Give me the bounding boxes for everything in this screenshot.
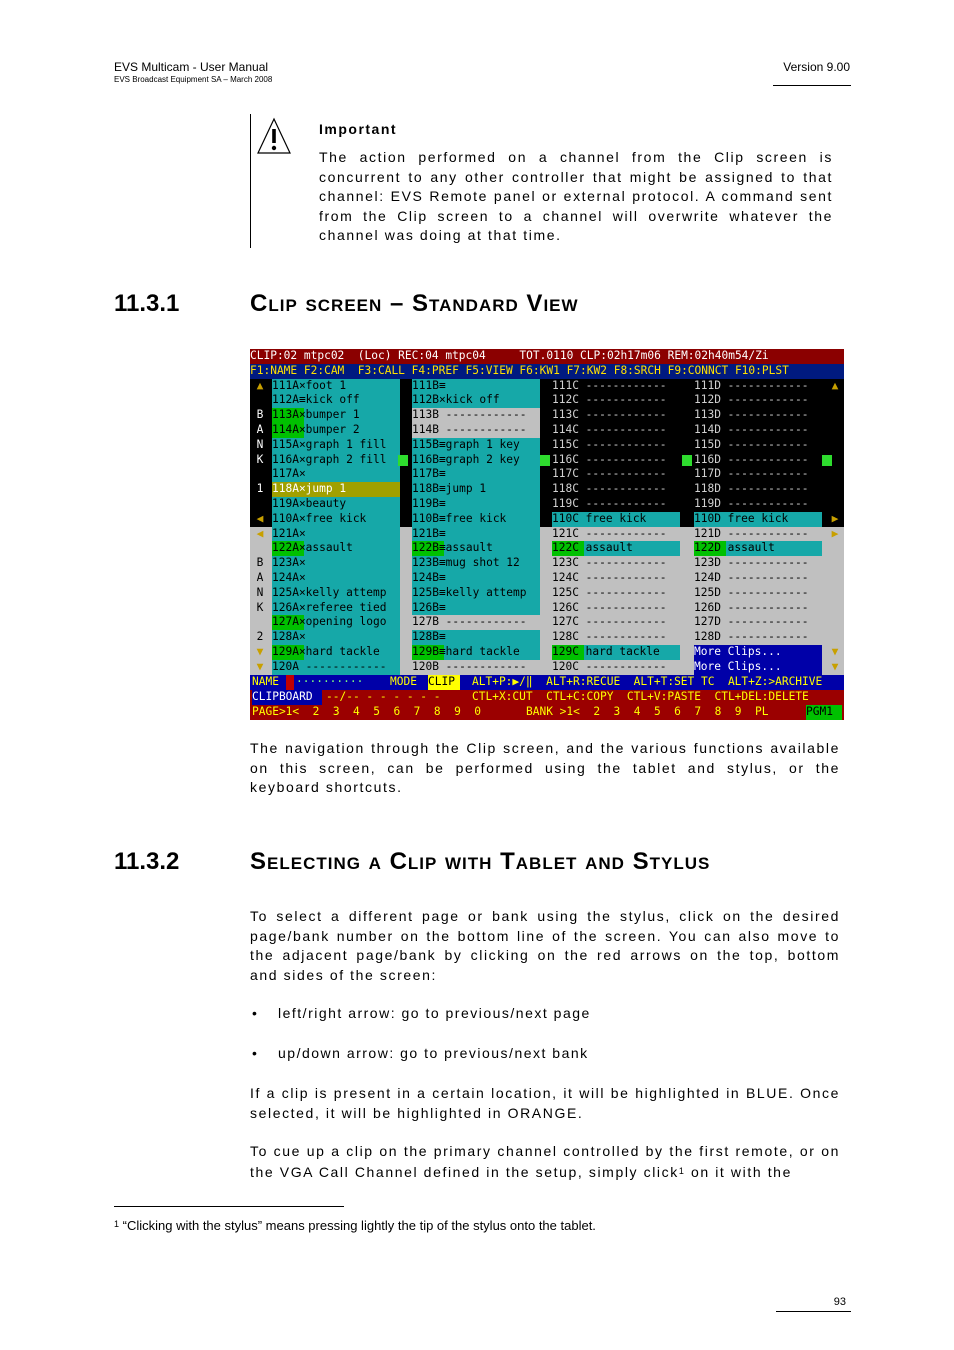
left-side-marker[interactable]: B [256, 556, 264, 570]
clip-cell[interactable]: 126D ------------ [694, 601, 822, 616]
section-title: Clip screen – Standard View [250, 290, 579, 317]
left-side-marker [250, 467, 270, 482]
left-side-marker [250, 615, 270, 630]
page-number-rule [776, 1311, 851, 1312]
document-title: EVS Multicam - User Manual [114, 60, 269, 74]
footnote-text: “Clicking with the stylus” means pressing lightly the tip of the stylus onto the tablet. [122, 1218, 596, 1233]
clip-cell[interactable]: 125D ------------ [694, 586, 822, 601]
clip-cell[interactable]: 113C ------------ [552, 408, 680, 423]
paragraph-highlight: If a clip is present in a certain location, it will be highlighted in BLUE. Once selected, it will be highlighted in ORANGE. [250, 1085, 840, 1121]
right-side-marker [826, 423, 844, 438]
clip-cell[interactable]: 116B≡graph 2 key [412, 453, 540, 468]
paragraph-cue-clip [250, 1142, 840, 1182]
clip-grid-row [250, 497, 844, 512]
footnote-mark: 1 [114, 1219, 120, 1229]
clip-cell[interactable]: 124B≡ [412, 571, 540, 586]
clip-cell[interactable]: 128A× [272, 630, 400, 645]
clipboard-bar [250, 690, 844, 705]
right-side-marker [826, 586, 844, 601]
left-side-marker[interactable]: ◀ [256, 511, 264, 525]
left-side-marker[interactable]: N [256, 585, 264, 599]
clip-cell[interactable]: 118D ------------ [694, 482, 822, 497]
section-number: 11.3.2 [114, 848, 180, 875]
left-side-marker[interactable]: ▼ [256, 659, 264, 673]
clip-cell[interactable]: 122B≡assault [412, 541, 540, 556]
left-side-marker[interactable]: K [256, 452, 264, 466]
clip-cell[interactable]: 113D ------------ [694, 408, 822, 423]
clip-cell[interactable]: 120B ------------ [412, 660, 540, 675]
right-side-marker [826, 615, 844, 630]
clip-cell[interactable]: 123C ------------ [552, 556, 680, 571]
clip-cell[interactable]: 114B ------------ [412, 423, 540, 438]
clip-grid-row [250, 453, 844, 468]
clip-cell[interactable]: 118B≡jump 1 [412, 482, 540, 497]
clip-cell[interactable]: 127A×opening logo [272, 615, 400, 630]
footnote [114, 1218, 596, 1233]
clip-cell[interactable]: 126C ------------ [552, 601, 680, 616]
name-field[interactable]: ·········· [296, 675, 364, 689]
clip-grid-row [250, 408, 844, 423]
clip-cell[interactable]: 126B≡ [412, 601, 540, 616]
name-cursor [286, 675, 294, 690]
left-side-marker [250, 393, 270, 408]
bullet-item: left/right arrow: go to previous/next page [278, 1005, 591, 1021]
clip-cell[interactable]: 114D ------------ [694, 423, 822, 438]
clip-cell[interactable]: 117B≡ [412, 467, 540, 482]
right-side-marker [826, 482, 844, 497]
pgm-button[interactable]: PGM1 [806, 705, 842, 720]
clip-cell[interactable]: 117A× [272, 467, 400, 482]
clip-cell[interactable]: 121B≡ [412, 527, 540, 542]
left-side-marker [250, 497, 270, 512]
clip-cell[interactable]: 123A× [272, 556, 400, 571]
clip-cell[interactable]: 122C assault [552, 541, 680, 556]
clip-cell[interactable]: 128B≡ [412, 630, 540, 645]
clip-cell[interactable]: 116C ------------ [552, 453, 680, 468]
right-side-marker[interactable]: ▲ [831, 378, 839, 392]
clip-cell[interactable]: 116A×graph 2 fill [272, 453, 400, 468]
clip-cell[interactable]: 117D ------------ [694, 467, 822, 482]
name-label: NAME [252, 675, 279, 689]
clip-cell[interactable]: 124C ------------ [552, 571, 680, 586]
channel-marker [682, 455, 692, 466]
left-side-marker[interactable]: A [256, 571, 264, 584]
clip-grid-row [250, 571, 844, 586]
clip-cell[interactable]: 111C ------------ [552, 379, 680, 394]
page-number: 93 [833, 1296, 846, 1308]
clip-cell[interactable]: 117C ------------ [552, 467, 680, 482]
left-side-marker[interactable]: K [256, 600, 264, 614]
clip-cell[interactable]: 127B ------------ [412, 615, 540, 630]
clip-cell[interactable]: 115B≡graph 1 key [412, 438, 540, 453]
clip-grid-row [250, 645, 844, 660]
clip-cell[interactable]: 120C ------------ [552, 660, 680, 675]
shortcut-keys-2: CTL+X:CUT CTL+C:COPY CTL+V:PASTE CTL+DEL:DELETE [472, 690, 809, 704]
clipboard-label: CLIPBOARD [252, 690, 322, 705]
right-side-marker [826, 453, 844, 468]
clip-grid-row [250, 379, 844, 394]
clip-grid-row [250, 660, 844, 675]
clip-cell[interactable]: 126A×referee tied [272, 601, 400, 616]
important-text: The action performed on a channel from the Clip screen is concurrent to any other controller that might be assigned to that channel: EVS Remote panel or external protocol. A command sent from the Clip screen to a channel will overwrite whatever the channel was doing at that time. [319, 149, 833, 243]
function-key-bar: F1:NAME F2:CAM F3:CALL F4:PREF F5:VIEW F6:KW1 F7:KW2 F8:SRCH F9:CONNCT F10:PLST [250, 364, 844, 379]
right-side-marker[interactable]: ▼ [831, 659, 839, 673]
paragraph-cue-text-end: on it with the [685, 1163, 792, 1180]
clip-cell[interactable]: 124A× [272, 571, 400, 586]
clip-grid-row [250, 512, 844, 527]
paragraph-cue-text: To cue up a clip on the primary channel controlled by the first remote, or on the VGA Call Channel defined in the setup, simply click [250, 1143, 840, 1180]
left-side-marker[interactable]: ▼ [256, 645, 264, 658]
clip-cell[interactable]: 111A×foot 1 [272, 379, 400, 394]
clip-cell[interactable]: 113B ------------ [412, 408, 540, 423]
left-side-marker[interactable]: B [256, 408, 264, 422]
clip-cell[interactable]: 110D free kick [694, 512, 822, 527]
clip-grid-row [250, 467, 844, 482]
channel-marker [398, 455, 408, 466]
clip-cell[interactable]: 115A×graph 1 fill [272, 438, 400, 453]
clip-grid-row [250, 586, 844, 601]
channel-marker [540, 455, 550, 466]
left-side-marker [250, 541, 270, 556]
document-version: Version 9.00 [783, 60, 850, 74]
right-side-marker [826, 393, 844, 408]
clip-cell[interactable]: 121D ------------ [694, 527, 822, 542]
clipboard-value: --/-- - - - - - - [326, 690, 441, 704]
left-side-marker[interactable]: A [256, 423, 264, 436]
clip-cell[interactable]: 118C ------------ [552, 482, 680, 497]
clip-cell[interactable]: 125A×kelly attemp [272, 586, 400, 601]
clip-cell[interactable]: 127D ------------ [694, 615, 822, 630]
clip-grid-row [250, 541, 844, 556]
right-side-marker [826, 630, 844, 645]
left-side-marker[interactable]: 1 [256, 482, 264, 496]
section-number: 11.3.1 [114, 290, 180, 317]
mode-clip[interactable]: CLIP [428, 675, 460, 690]
right-side-marker [826, 571, 844, 586]
clip-cell[interactable]: 111B≡ [412, 379, 540, 394]
bullet-item: up/down arrow: go to previous/next bank [278, 1045, 589, 1061]
clip-cell[interactable]: 112C ------------ [552, 393, 680, 408]
important-title: Important [319, 121, 398, 137]
clip-cell[interactable]: 122A×assault [272, 541, 400, 556]
clip-cell[interactable]: 115C ------------ [552, 438, 680, 453]
page-selector[interactable]: PAGE>1< 2 3 4 5 6 7 8 9 0 [252, 705, 482, 718]
clip-cell[interactable]: 128D ------------ [694, 630, 822, 645]
clip-cell[interactable]: 115D ------------ [694, 438, 822, 453]
clip-cell[interactable]: 121A× [272, 527, 400, 542]
bank-selector[interactable]: BANK >1< 2 3 4 5 6 7 8 9 PL [526, 705, 769, 718]
right-side-marker[interactable]: ▶ [831, 526, 839, 540]
clip-cell[interactable]: 112A≡kick off [272, 393, 400, 408]
clip-grid-row [250, 601, 844, 616]
clip-cell[interactable]: 119A×beauty [272, 497, 400, 512]
clip-cell[interactable]: 125C ------------ [552, 586, 680, 601]
clip-cell[interactable]: 110A×free kick [272, 512, 400, 527]
left-side-marker[interactable]: ▲ [256, 378, 264, 392]
clip-cell[interactable]: 110B≡free kick [412, 512, 540, 527]
clip-cell[interactable]: 111D ------------ [694, 379, 822, 394]
right-side-marker [826, 467, 844, 482]
clip-screen [250, 349, 844, 720]
footnote-rule [114, 1206, 344, 1207]
right-side-marker [826, 541, 844, 556]
right-side-marker [826, 408, 844, 423]
right-side-marker [826, 438, 844, 453]
clip-grid-row [250, 630, 844, 645]
clip-grid-row [250, 438, 844, 453]
clip-cell[interactable]: 118A×jump 1 [272, 482, 400, 497]
clip-cell[interactable]: More Clips... [694, 660, 822, 675]
left-side-marker[interactable]: 2 [256, 630, 264, 644]
clip-cell[interactable]: 119D ------------ [694, 497, 822, 512]
clip-cell[interactable]: 127C ------------ [552, 615, 680, 630]
clip-cell[interactable]: 113A×bumper 1 [272, 408, 400, 423]
bullet-icon: • [252, 1005, 257, 1021]
clip-cell[interactable]: 110C free kick [552, 512, 680, 527]
clip-cell[interactable]: 114A×bumper 2 [272, 423, 400, 438]
clip-cell[interactable]: 114C ------------ [552, 423, 680, 438]
left-side-marker[interactable]: N [256, 437, 264, 451]
clip-grid-row [250, 393, 844, 408]
clip-cell[interactable]: 123B≡mug shot 12 [412, 556, 540, 571]
right-side-marker [826, 556, 844, 571]
page-bank-bar [250, 705, 844, 720]
shortcut-keys-1: ALT+P:▶/‖ ALT+R:RECUE ALT+T:SET TC ALT+Z:>ARCHIVE [472, 675, 823, 689]
clip-cell[interactable]: 125B≡kelly attemp [412, 586, 540, 601]
important-bar [250, 114, 251, 248]
document-subtitle: EVS Broadcast Equipment SA – March 2008 [114, 75, 273, 84]
bullet-icon: • [252, 1045, 257, 1061]
right-side-marker[interactable]: ▶ [831, 511, 839, 525]
clip-cell[interactable]: 123D ------------ [694, 556, 822, 571]
clip-cell[interactable]: 122D assault [694, 541, 822, 556]
clip-cell[interactable]: 128C ------------ [552, 630, 680, 645]
clip-cell[interactable]: 129B≡hard tackle [412, 645, 540, 660]
clip-cell[interactable]: 129C hard tackle [552, 645, 680, 660]
right-side-marker[interactable]: ▼ [831, 645, 839, 658]
clip-grid-row [250, 556, 844, 571]
clip-grid-row [250, 527, 844, 542]
header-rule [773, 85, 851, 86]
clip-cell[interactable]: 112B×kick off [412, 393, 540, 408]
clip-cell[interactable]: 116D ------------ [694, 453, 822, 468]
clip-cell[interactable]: 124D ------------ [694, 571, 822, 586]
right-side-marker [826, 497, 844, 512]
clip-cell[interactable]: 121C ------------ [552, 527, 680, 542]
clip-grid-row [250, 423, 844, 438]
paragraph-navigation: The navigation through the Clip screen, and the various functions available on this screen, can be performed using the tablet and stylus, or the keyboard shortcuts. [250, 740, 840, 795]
left-side-marker[interactable]: ◀ [256, 526, 264, 540]
clip-grid-row [250, 482, 844, 497]
clip-cell[interactable]: 112D ------------ [694, 393, 822, 408]
warning-icon [256, 117, 292, 157]
clip-cell[interactable]: 129A×hard tackle [272, 645, 400, 660]
clip-cell[interactable]: 119C ------------ [552, 497, 680, 512]
status-bar: CLIP:02 mtpc02 (Loc) REC:04 mtpc04 TOT.0110 CLP:02h17m06 REM:02h40m54/Zi [250, 349, 844, 364]
mode-label: MODE [390, 675, 417, 689]
footnote-reference: 1 [678, 1165, 686, 1176]
name-mode-bar [250, 675, 844, 690]
right-side-marker [826, 601, 844, 616]
section-title: Selecting a Clip with Tablet and Stylus [250, 848, 711, 875]
clip-cell[interactable]: More Clips... [694, 645, 822, 660]
paragraph-select-page: To select a different page or bank using the stylus, click on the desired page/bank number on the bottom line of the screen. You can also move to the adjacent page/bank by clicking on the red arrows on the top, bottom and sides of the screen: [250, 908, 840, 983]
clip-cell[interactable]: 119B≡ [412, 497, 540, 512]
clip-grid-row [250, 615, 844, 630]
clip-cell[interactable]: 120A ------------ [272, 660, 400, 675]
